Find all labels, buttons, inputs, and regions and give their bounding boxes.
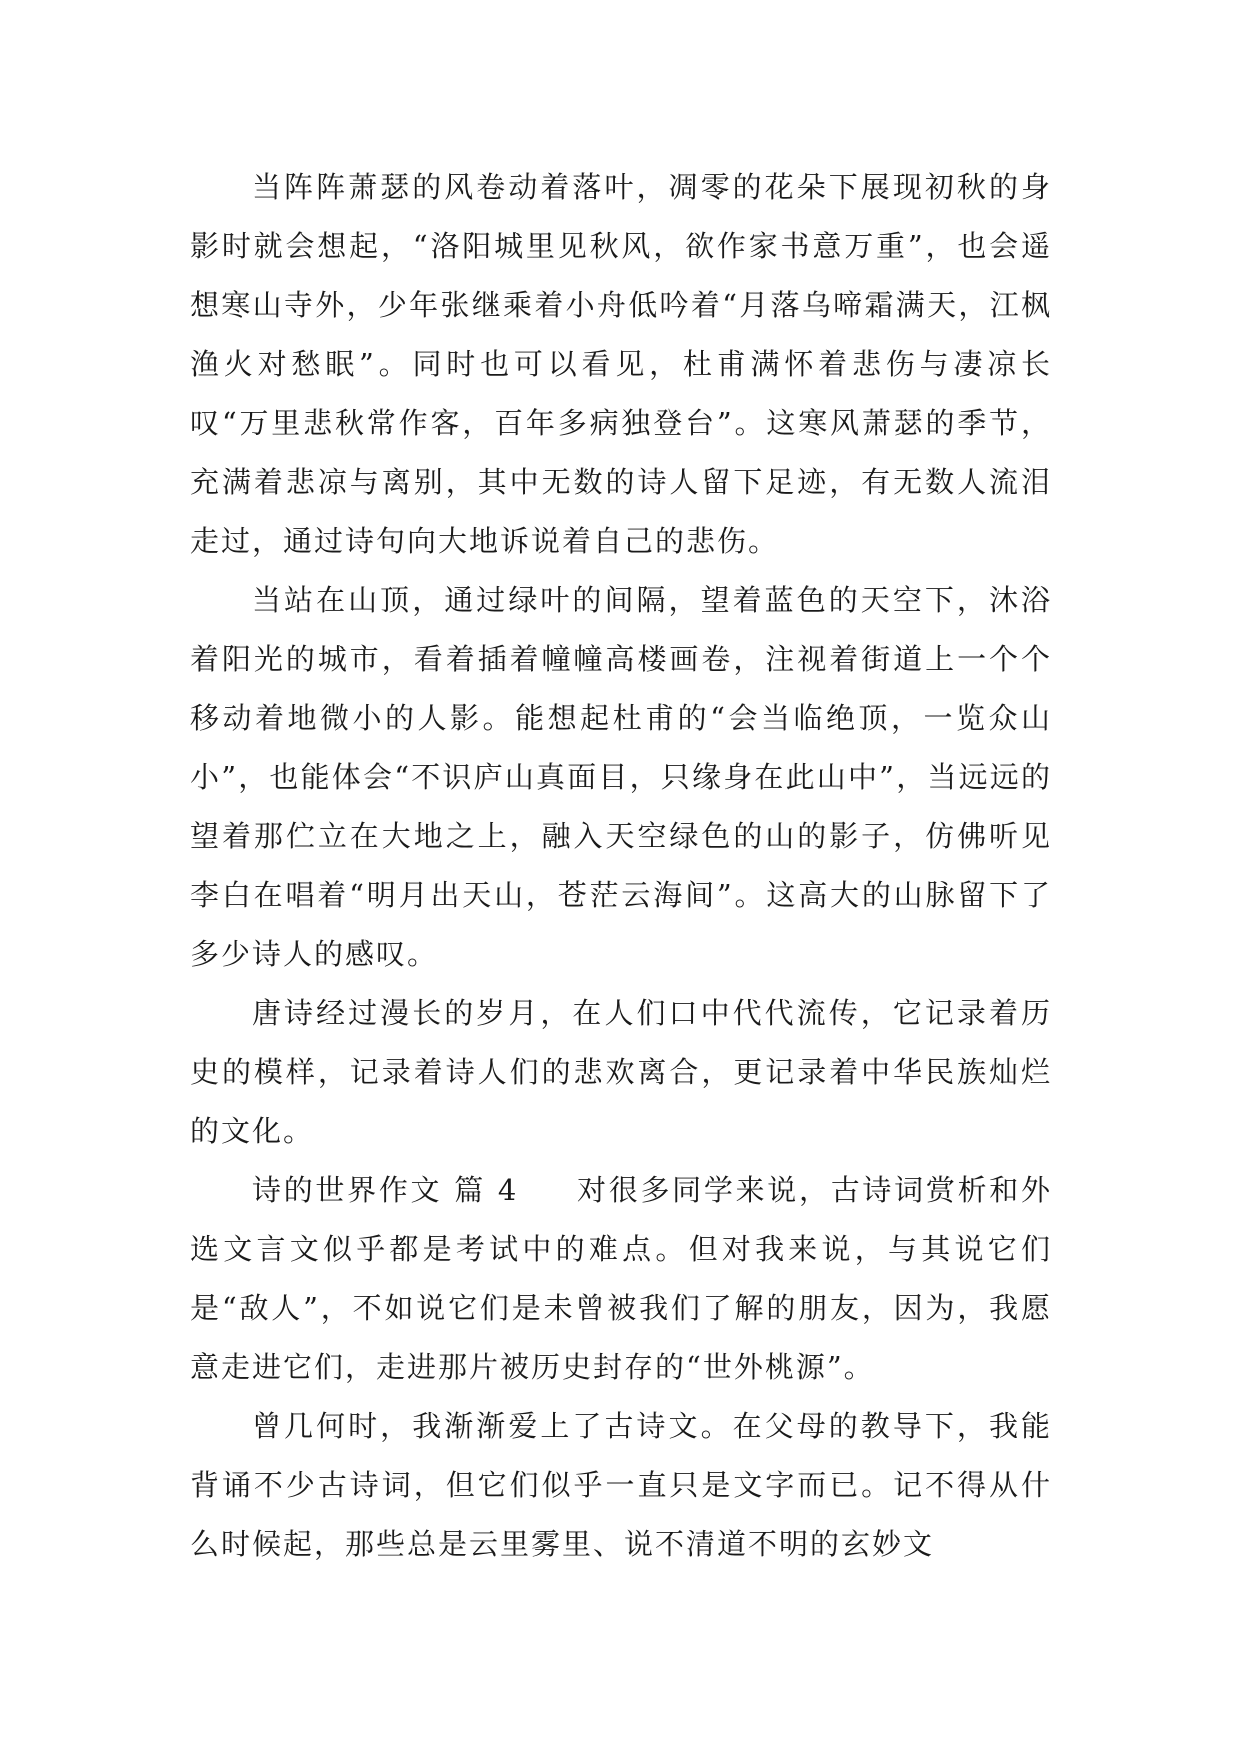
document-body — [190, 158, 1052, 1574]
section-text: 对很多同学来说，古诗词赏析和外选文言文似乎都是考试中的难点。但对我来说，与其说它们是“敌人”，不如说它们是未曾被我们了解的朋友，因为，我愿意走进它们，走进那片被历史封存的“世外桃源”。 — [190, 1173, 1052, 1384]
paragraph-autumn: 当阵阵萧瑟的风卷动着落叶，凋零的花朵下展现初秋的身影时就会想起，“洛阳城里见秋风，欲作家书意万重”，也会遥想寒山寺外，少年张继乘着小舟低吟着“月落乌啼霜满天，江枫渔火对愁眠”。同时也可以看见，杜甫满怀着悲伤与凄凉长叹“万里悲秋常作客，百年多病独登台”。这寒风萧瑟的季节，充满着悲凉与离别，其中无数的诗人留下足迹，有无数人流泪走过，通过诗句向大地诉说着自己的悲伤。 — [190, 170, 1052, 558]
section-title: 诗的世界作文 篇 4 — [252, 1173, 519, 1207]
paragraph-mountain: 当站在山顶，通过绿叶的间隔，望着蓝色的天空下，沐浴着阳光的城市，看着插着幢幢高楼画卷，注视着街道上一个个移动着地微小的人影。能想起杜甫的“会当临绝顶，一览众山小”，也能体会“不识庐山真面目，只缘身在此山中”，当远远的望着那伫立在大地之上，融入天空绿色的山的影子，仿佛听见李白在唱着“明月出天山，苍茫云海间”。这高大的山脉留下了多少诗人的感叹。 — [190, 583, 1052, 971]
paragraph-tang-poetry: 唐诗经过漫长的岁月，在人们口中代代流传，它记录着历史的模样，记录着诗人们的悲欢离合，更记录着中华民族灿烂的文化。 — [190, 996, 1052, 1148]
paragraph-closing: 曾几何时，我渐渐爱上了古诗文。在父母的教导下，我能背诵不少古诗词，但它们似乎一直只是文字而已。记不得从什么时候起，那些总是云里雾里、说不清道不明的玄妙文 — [190, 1409, 1052, 1561]
section-paragraph — [190, 1161, 1052, 1397]
